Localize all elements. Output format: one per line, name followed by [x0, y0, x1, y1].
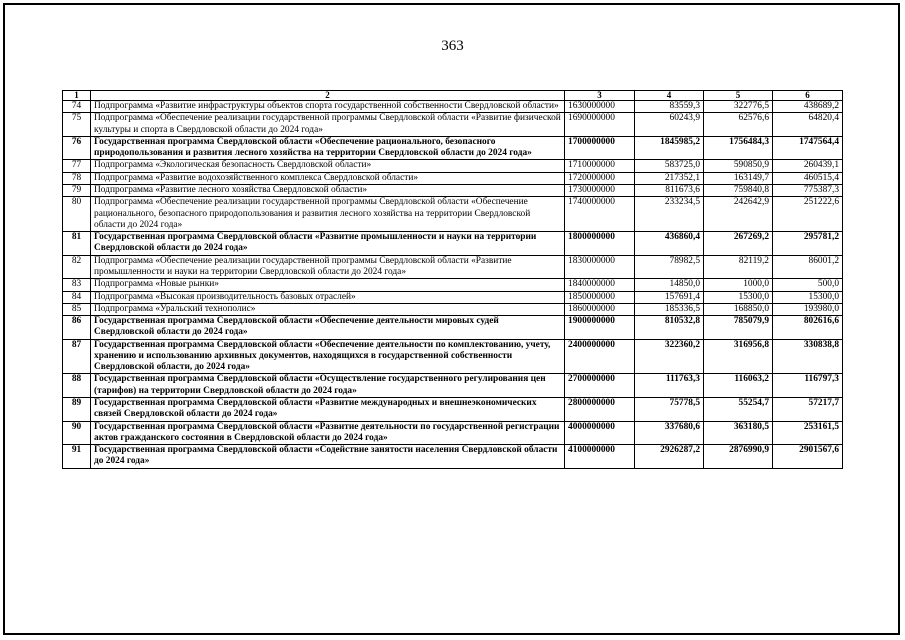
value-col-6: 2901567,6 — [773, 445, 843, 469]
program-name: Государственная программа Свердловской области «Содействие занятости населения Свердловской области до 2024 года» — [91, 445, 565, 469]
program-code: 1860000000 — [565, 303, 635, 315]
program-name: Государственная программа Свердловской области «Развитие промышленности и науки на территории Свердловской области до 2024 года» — [91, 232, 565, 256]
value-col-5: 15300,0 — [704, 291, 773, 303]
table-row — [63, 113, 843, 137]
value-col-5: 1756484,3 — [704, 136, 773, 160]
table-row — [63, 232, 843, 256]
row-number: 86 — [63, 316, 91, 340]
row-number: 83 — [63, 279, 91, 291]
table-row — [63, 255, 843, 279]
value-col-5: 322776,5 — [704, 101, 773, 113]
table-row — [63, 136, 843, 160]
value-col-6: 260439,1 — [773, 160, 843, 172]
program-name: Подпрограмма «Обеспечение реализации государственной программы Свердловской области «Развитие физической культуры и спорта в Свердловской области до 2024 года» — [91, 113, 565, 137]
value-col-5: 1000,0 — [704, 279, 773, 291]
value-col-4: 436860,4 — [635, 232, 704, 256]
table-row — [63, 279, 843, 291]
row-number: 85 — [63, 303, 91, 315]
value-col-5: 62576,6 — [704, 113, 773, 137]
value-col-4: 185336,5 — [635, 303, 704, 315]
program-code: 1710000000 — [565, 160, 635, 172]
program-code: 1900000000 — [565, 316, 635, 340]
budget-table — [62, 90, 843, 469]
row-number: 75 — [63, 113, 91, 137]
value-col-4: 337680,6 — [635, 421, 704, 445]
program-code: 2700000000 — [565, 374, 635, 398]
value-col-4: 217352,1 — [635, 172, 704, 184]
value-col-5: 759840,8 — [704, 184, 773, 196]
table-row — [63, 197, 843, 232]
value-col-4: 810532,8 — [635, 316, 704, 340]
program-name: Подпрограмма «Развитие водохозяйственного комплекса Свердловской области» — [91, 172, 565, 184]
table-row — [63, 316, 843, 340]
program-name: Подпрограмма «Высокая производительность базовых отраслей» — [91, 291, 565, 303]
value-col-4: 233234,5 — [635, 197, 704, 232]
value-col-4: 78982,5 — [635, 255, 704, 279]
table-row — [63, 339, 843, 374]
value-col-6: 251222,6 — [773, 197, 843, 232]
value-col-6: 15300,0 — [773, 291, 843, 303]
value-col-4: 14850,0 — [635, 279, 704, 291]
row-number: 88 — [63, 374, 91, 398]
value-col-4: 2926287,2 — [635, 445, 704, 469]
value-col-5: 82119,2 — [704, 255, 773, 279]
value-col-6: 438689,2 — [773, 101, 843, 113]
page-number: 363 — [441, 38, 464, 54]
program-name: Государственная программа Свердловской области «Развитие международных и внешнеэкономических связей Свердловской области до 2024 года» — [91, 398, 565, 422]
program-name: Подпрограмма «Новые рынки» — [91, 279, 565, 291]
row-number: 74 — [63, 101, 91, 113]
row-number: 84 — [63, 291, 91, 303]
row-number: 89 — [63, 398, 91, 422]
table-row — [63, 421, 843, 445]
program-code: 1740000000 — [565, 197, 635, 232]
value-col-6: 116797,3 — [773, 374, 843, 398]
row-number: 82 — [63, 255, 91, 279]
program-name: Подпрограмма «Развитие инфраструктуры объектов спорта государственной собственности Свердловской области» — [91, 101, 565, 113]
row-number: 79 — [63, 184, 91, 196]
value-col-6: 295781,2 — [773, 232, 843, 256]
program-name: Государственная программа Свердловской области «Развитие деятельности по государственной регистрации актов гражданского состояния в Свердловской области до 2024 года» — [91, 421, 565, 445]
program-code: 2800000000 — [565, 398, 635, 422]
program-code: 1630000000 — [565, 101, 635, 113]
program-code: 1730000000 — [565, 184, 635, 196]
value-col-4: 83559,3 — [635, 101, 704, 113]
value-col-5: 55254,7 — [704, 398, 773, 422]
value-col-6: 802616,6 — [773, 316, 843, 340]
program-name: Государственная программа Свердловской области «Обеспечение рационального, безопасного природопользования и развития лесного хозяйства на территории Свердловской области до 2024 года» — [91, 136, 565, 160]
value-col-6: 500,0 — [773, 279, 843, 291]
row-number: 78 — [63, 172, 91, 184]
header-row — [63, 91, 843, 101]
value-col-4: 157691,4 — [635, 291, 704, 303]
value-col-6: 193980,0 — [773, 303, 843, 315]
value-col-4: 75778,5 — [635, 398, 704, 422]
value-col-6: 460515,4 — [773, 172, 843, 184]
value-col-4: 583725,0 — [635, 160, 704, 172]
value-col-6: 253161,5 — [773, 421, 843, 445]
header-col-5: 5 — [704, 91, 773, 101]
program-name: Подпрограмма «Развитие лесного хозяйства Свердловской области» — [91, 184, 565, 196]
value-col-6: 330838,8 — [773, 339, 843, 374]
header-col-1: 1 — [63, 91, 91, 101]
value-col-4: 811673,6 — [635, 184, 704, 196]
program-code: 1840000000 — [565, 279, 635, 291]
table-row — [63, 303, 843, 315]
value-col-6: 57217,7 — [773, 398, 843, 422]
table-row — [63, 445, 843, 469]
program-code: 1800000000 — [565, 232, 635, 256]
header-col-4: 4 — [635, 91, 704, 101]
program-code: 4100000000 — [565, 445, 635, 469]
program-code: 1850000000 — [565, 291, 635, 303]
row-number: 91 — [63, 445, 91, 469]
value-col-6: 86001,2 — [773, 255, 843, 279]
value-col-5: 316956,8 — [704, 339, 773, 374]
value-col-4: 60243,9 — [635, 113, 704, 137]
program-code: 2400000000 — [565, 339, 635, 374]
value-col-5: 785079,9 — [704, 316, 773, 340]
table-row — [63, 291, 843, 303]
header-col-3: 3 — [565, 91, 635, 101]
program-code: 1690000000 — [565, 113, 635, 137]
header-col-6: 6 — [773, 91, 843, 101]
program-name: Государственная программа Свердловской области «Обеспечение деятельности мировых судей Свердловской области до 2024 года» — [91, 316, 565, 340]
value-col-5: 2876990,9 — [704, 445, 773, 469]
value-col-5: 163149,7 — [704, 172, 773, 184]
value-col-4: 111763,3 — [635, 374, 704, 398]
row-number: 90 — [63, 421, 91, 445]
program-code: 1830000000 — [565, 255, 635, 279]
table-row — [63, 101, 843, 113]
value-col-6: 775387,3 — [773, 184, 843, 196]
program-name: Подпрограмма «Экологическая безопасность Свердловской области» — [91, 160, 565, 172]
program-code: 4000000000 — [565, 421, 635, 445]
row-number: 77 — [63, 160, 91, 172]
table-row — [63, 184, 843, 196]
row-number: 76 — [63, 136, 91, 160]
program-name: Государственная программа Свердловской области «Осуществление государственного регулирования цен (тарифов) на территории Свердловской области до 2024 года» — [91, 374, 565, 398]
value-col-5: 590850,9 — [704, 160, 773, 172]
row-number: 87 — [63, 339, 91, 374]
value-col-5: 363180,5 — [704, 421, 773, 445]
program-name: Государственная программа Свердловской области «Обеспечение деятельности по комплектованию, учету, хранению и использованию архивных документов, находящихся в государственной собственности Свердловской области, до 2024 года» — [91, 339, 565, 374]
table-row — [63, 172, 843, 184]
header-col-2: 2 — [91, 91, 565, 101]
table-row — [63, 160, 843, 172]
program-name: Подпрограмма «Обеспечение реализации государственной программы Свердловской области «Развитие промышленности и науки на территории Свердловской области до 2024 года» — [91, 255, 565, 279]
program-name: Подпрограмма «Обеспечение реализации государственной программы Свердловской области «Обеспечение рационального, безопасного природопользования и развития лесного хозяйства на территории Свердловской области до 2024 года» — [91, 197, 565, 232]
value-col-5: 267269,2 — [704, 232, 773, 256]
value-col-4: 1845985,2 — [635, 136, 704, 160]
program-code: 1700000000 — [565, 136, 635, 160]
value-col-5: 116063,2 — [704, 374, 773, 398]
row-number: 81 — [63, 232, 91, 256]
program-name: Подпрограмма «Уральский технополис» — [91, 303, 565, 315]
value-col-5: 168850,0 — [704, 303, 773, 315]
row-number: 80 — [63, 197, 91, 232]
value-col-4: 322360,2 — [635, 339, 704, 374]
program-code: 1720000000 — [565, 172, 635, 184]
value-col-6: 1747564,4 — [773, 136, 843, 160]
table-body — [63, 101, 843, 469]
value-col-5: 242642,9 — [704, 197, 773, 232]
table-row — [63, 398, 843, 422]
table-row — [63, 374, 843, 398]
value-col-6: 64820,4 — [773, 113, 843, 137]
